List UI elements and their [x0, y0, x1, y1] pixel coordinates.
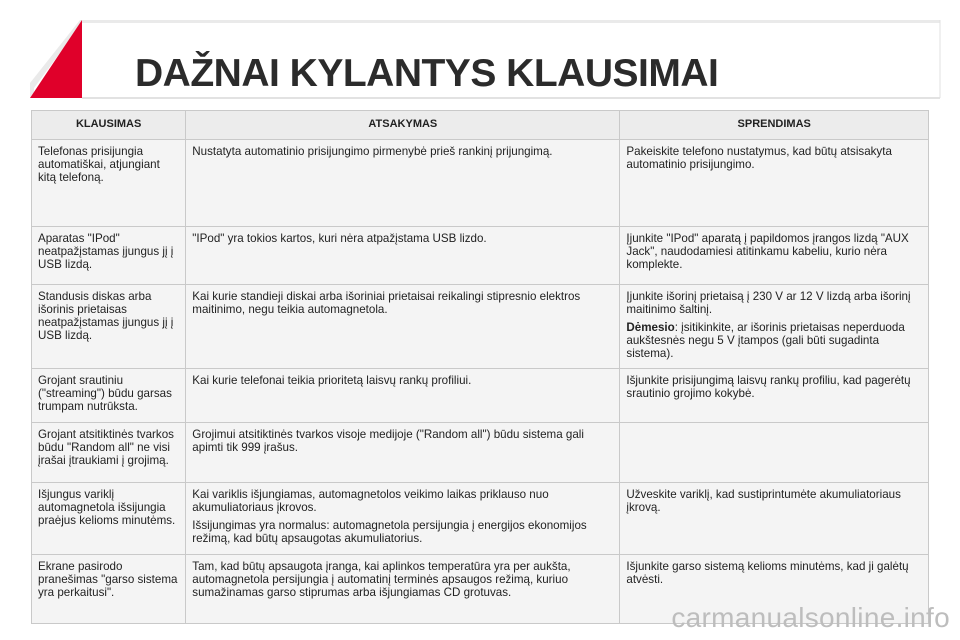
answer-text: Grojimui atsitiktinės tvarkos visoje medijoje ("Random all") būdu sistema gali apimti tik 999 įrašus.	[192, 428, 584, 454]
solution-cell	[620, 140, 929, 227]
table-row	[32, 423, 929, 483]
solution-cell	[620, 227, 929, 285]
solution-text: Įjunkite "IPod" aparatą į papildomos įrangos lizdą "AUX Jack", naudodamiesi atitinkamu kabeliu, kurio nėra komplekte.	[626, 232, 909, 271]
table-row	[32, 483, 929, 555]
answer-cell	[186, 227, 620, 285]
question-cell: Ekrane pasirodo pranešimas "garso sistema yra perkaitusi".	[32, 555, 186, 624]
answer-cell	[186, 369, 620, 423]
table-header-row	[32, 111, 929, 140]
answer-cell	[186, 140, 620, 227]
answer-text: "IPod" yra tokios kartos, kuri nėra atpažįstama USB lizdo.	[192, 232, 487, 245]
question-cell: Grojant srautiniu ("streaming") būdu garsas trumpam nutrūksta.	[32, 369, 186, 423]
question-cell: Standusis diskas arba išorinis prietaisas neatpažįstamas įjungus jį į USB lizdą.	[32, 285, 186, 369]
answer-text: Kai variklis išjungiamas, automagnetolos veikimo laikas priklauso nuo akumuliatoriaus įkrovos.	[192, 488, 549, 514]
solution-warning-note	[626, 321, 922, 360]
question-cell: Grojant atsitiktinės tvarkos būdu "Random all" ne visi įrašai įtraukiami į grojimą.	[32, 423, 186, 483]
solution-cell	[620, 423, 929, 483]
solution-cell	[620, 369, 929, 423]
answer-text: Nustatyta automatinio prisijungimo pirmenybė prieš rankinį prijungimą.	[192, 145, 553, 158]
answer-text: Išsijungimas yra normalus: automagnetola persijungia į energijos ekonomijos režimą, kad būtų apsaugotas akumuliatorius.	[192, 519, 587, 545]
question-cell: Telefonas prisijungia automatiškai, atjungiant kitą telefoną.	[32, 140, 186, 227]
faq-table	[31, 110, 929, 624]
solution-text: Išjunkite prisijungimą laisvų rankų profiliu, kad pagerėtų srautinio grojimo kokybė.	[626, 374, 911, 400]
answer-cell	[186, 285, 620, 369]
solution-text: Išjunkite garso sistemą kelioms minutėms, kad ji galėtų atvėsti.	[626, 560, 909, 586]
answer-text: Kai kurie telefonai teikia prioritetą laisvų rankų profiliui.	[192, 374, 472, 387]
watermark: carmanualsonline.info	[671, 602, 950, 633]
answer-cell	[186, 423, 620, 483]
warning-label: Dėmesio	[626, 321, 675, 334]
page-title: DAŽNAI KYLANTYS KLAUSIMAI	[135, 52, 719, 95]
page-header	[0, 0, 960, 110]
warning-text: : įsitikinkite, ar išorinis prietaisas neperduoda aukštesnės negu 5 V įtampos (gali būti sugadinta sistema).	[626, 321, 905, 360]
answer-text: Tam, kad būtų apsaugota įranga, kai aplinkos temperatūra yra per aukšta, automagnetola persijungia į automatinį terminės apsaugos režimą, kuriuo sumažinamas garso stiprumas arba išjungiamas CD grotuvas.	[192, 560, 571, 599]
table-row	[32, 285, 929, 369]
solution-text: Užveskite variklį, kad sustiprintumėte akumuliatoriaus įkrovą.	[626, 488, 901, 514]
solution-text: Pakeiskite telefono nustatymus, kad būtų atsisakyta automatinio prisijungimo.	[626, 145, 892, 171]
question-cell: Išjungus variklį automagnetola išsijungia praėjus kelioms minutėms.	[32, 483, 186, 555]
table-row	[32, 140, 929, 227]
answer-cell	[186, 555, 620, 624]
question-cell: Aparatas "IPod" neatpažįstamas įjungus jį į USB lizdą.	[32, 227, 186, 285]
table-row	[32, 369, 929, 423]
column-header-question: KLAUSIMAS	[32, 111, 186, 140]
solution-cell	[620, 285, 929, 369]
solution-cell	[620, 483, 929, 555]
column-header-answer: ATSAKYMAS	[186, 111, 620, 140]
column-header-solution: SPRENDIMAS	[620, 111, 929, 140]
answer-cell	[186, 483, 620, 555]
table-row	[32, 227, 929, 285]
solution-text: Įjunkite išorinį prietaisą į 230 V ar 12 V lizdą arba išorinį maitinimo šaltinį.	[626, 290, 911, 316]
answer-text: Kai kurie standieji diskai arba išoriniai prietaisai reikalingi stipresnio elektros maitinimo, negu teikia automagnetola.	[192, 290, 581, 316]
